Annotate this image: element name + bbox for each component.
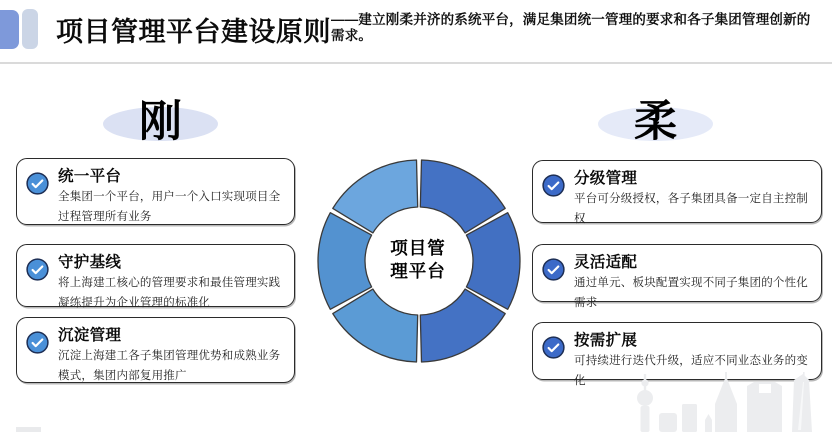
card-guard-baseline <box>16 244 295 310</box>
card-title: 守护基线 <box>58 254 122 271</box>
card-title: 沉淀管理 <box>58 327 122 344</box>
check-circle-icon <box>542 258 565 281</box>
check-circle-icon <box>26 258 49 281</box>
donut-label-line1: 项目管 <box>390 238 446 258</box>
check-circle-icon <box>542 174 565 197</box>
card-description: 通过单元、板块配置实现不同子集团的个性化需求 <box>574 277 808 310</box>
check-circle-icon <box>542 336 565 359</box>
pill-flexible-label: 柔 <box>634 97 677 146</box>
card-title: 按需扩展 <box>574 332 638 349</box>
header-accent-bar-blue <box>0 10 19 49</box>
pill-rigid <box>103 97 218 146</box>
page-title: 项目管理平台建设原则 <box>56 17 331 48</box>
card-unified-platform <box>16 158 295 225</box>
card-description: 平台可分级授权，各子集团具备一定自主控制权 <box>574 193 808 226</box>
card-description: 将上海建工核心的管理要求和最佳管理实践凝练提升为企业管理的标准化 <box>58 277 281 310</box>
city-skyline-decoration <box>597 372 832 432</box>
card-description: 沉淀上海建工各子集团管理优势和成熟业务模式，集团内部复用推广 <box>58 350 281 383</box>
corner-decoration-block <box>16 427 41 432</box>
donut-label-line2: 理平台 <box>390 260 446 281</box>
card-precipitate-management <box>16 317 295 383</box>
card-description: 全集团一个平台，用户一个入口实现项目全过程管理所有业务 <box>58 191 281 224</box>
card-hierarchical-management <box>532 160 822 226</box>
pill-flexible <box>598 97 713 146</box>
page-subtitle: ——建立刚柔并济的系统平台，满足集团统一管理的要求和各子集团管理创新的需求。 <box>331 12 811 44</box>
check-circle-icon <box>26 172 49 195</box>
check-circle-icon <box>26 331 49 354</box>
pill-rigid-label: 刚 <box>139 97 182 146</box>
card-title: 灵活适配 <box>574 254 638 271</box>
header-accent-bar-gray <box>22 9 38 49</box>
donut-center-label <box>368 237 468 283</box>
card-title: 分级管理 <box>574 170 638 187</box>
card-description: 可持续进行迭代升级，适应不同业态业务的变化 <box>574 355 808 388</box>
card-flexible-adaptation <box>532 244 822 310</box>
header-divider <box>0 62 832 64</box>
card-title: 统一平台 <box>58 168 122 185</box>
header <box>56 12 824 50</box>
